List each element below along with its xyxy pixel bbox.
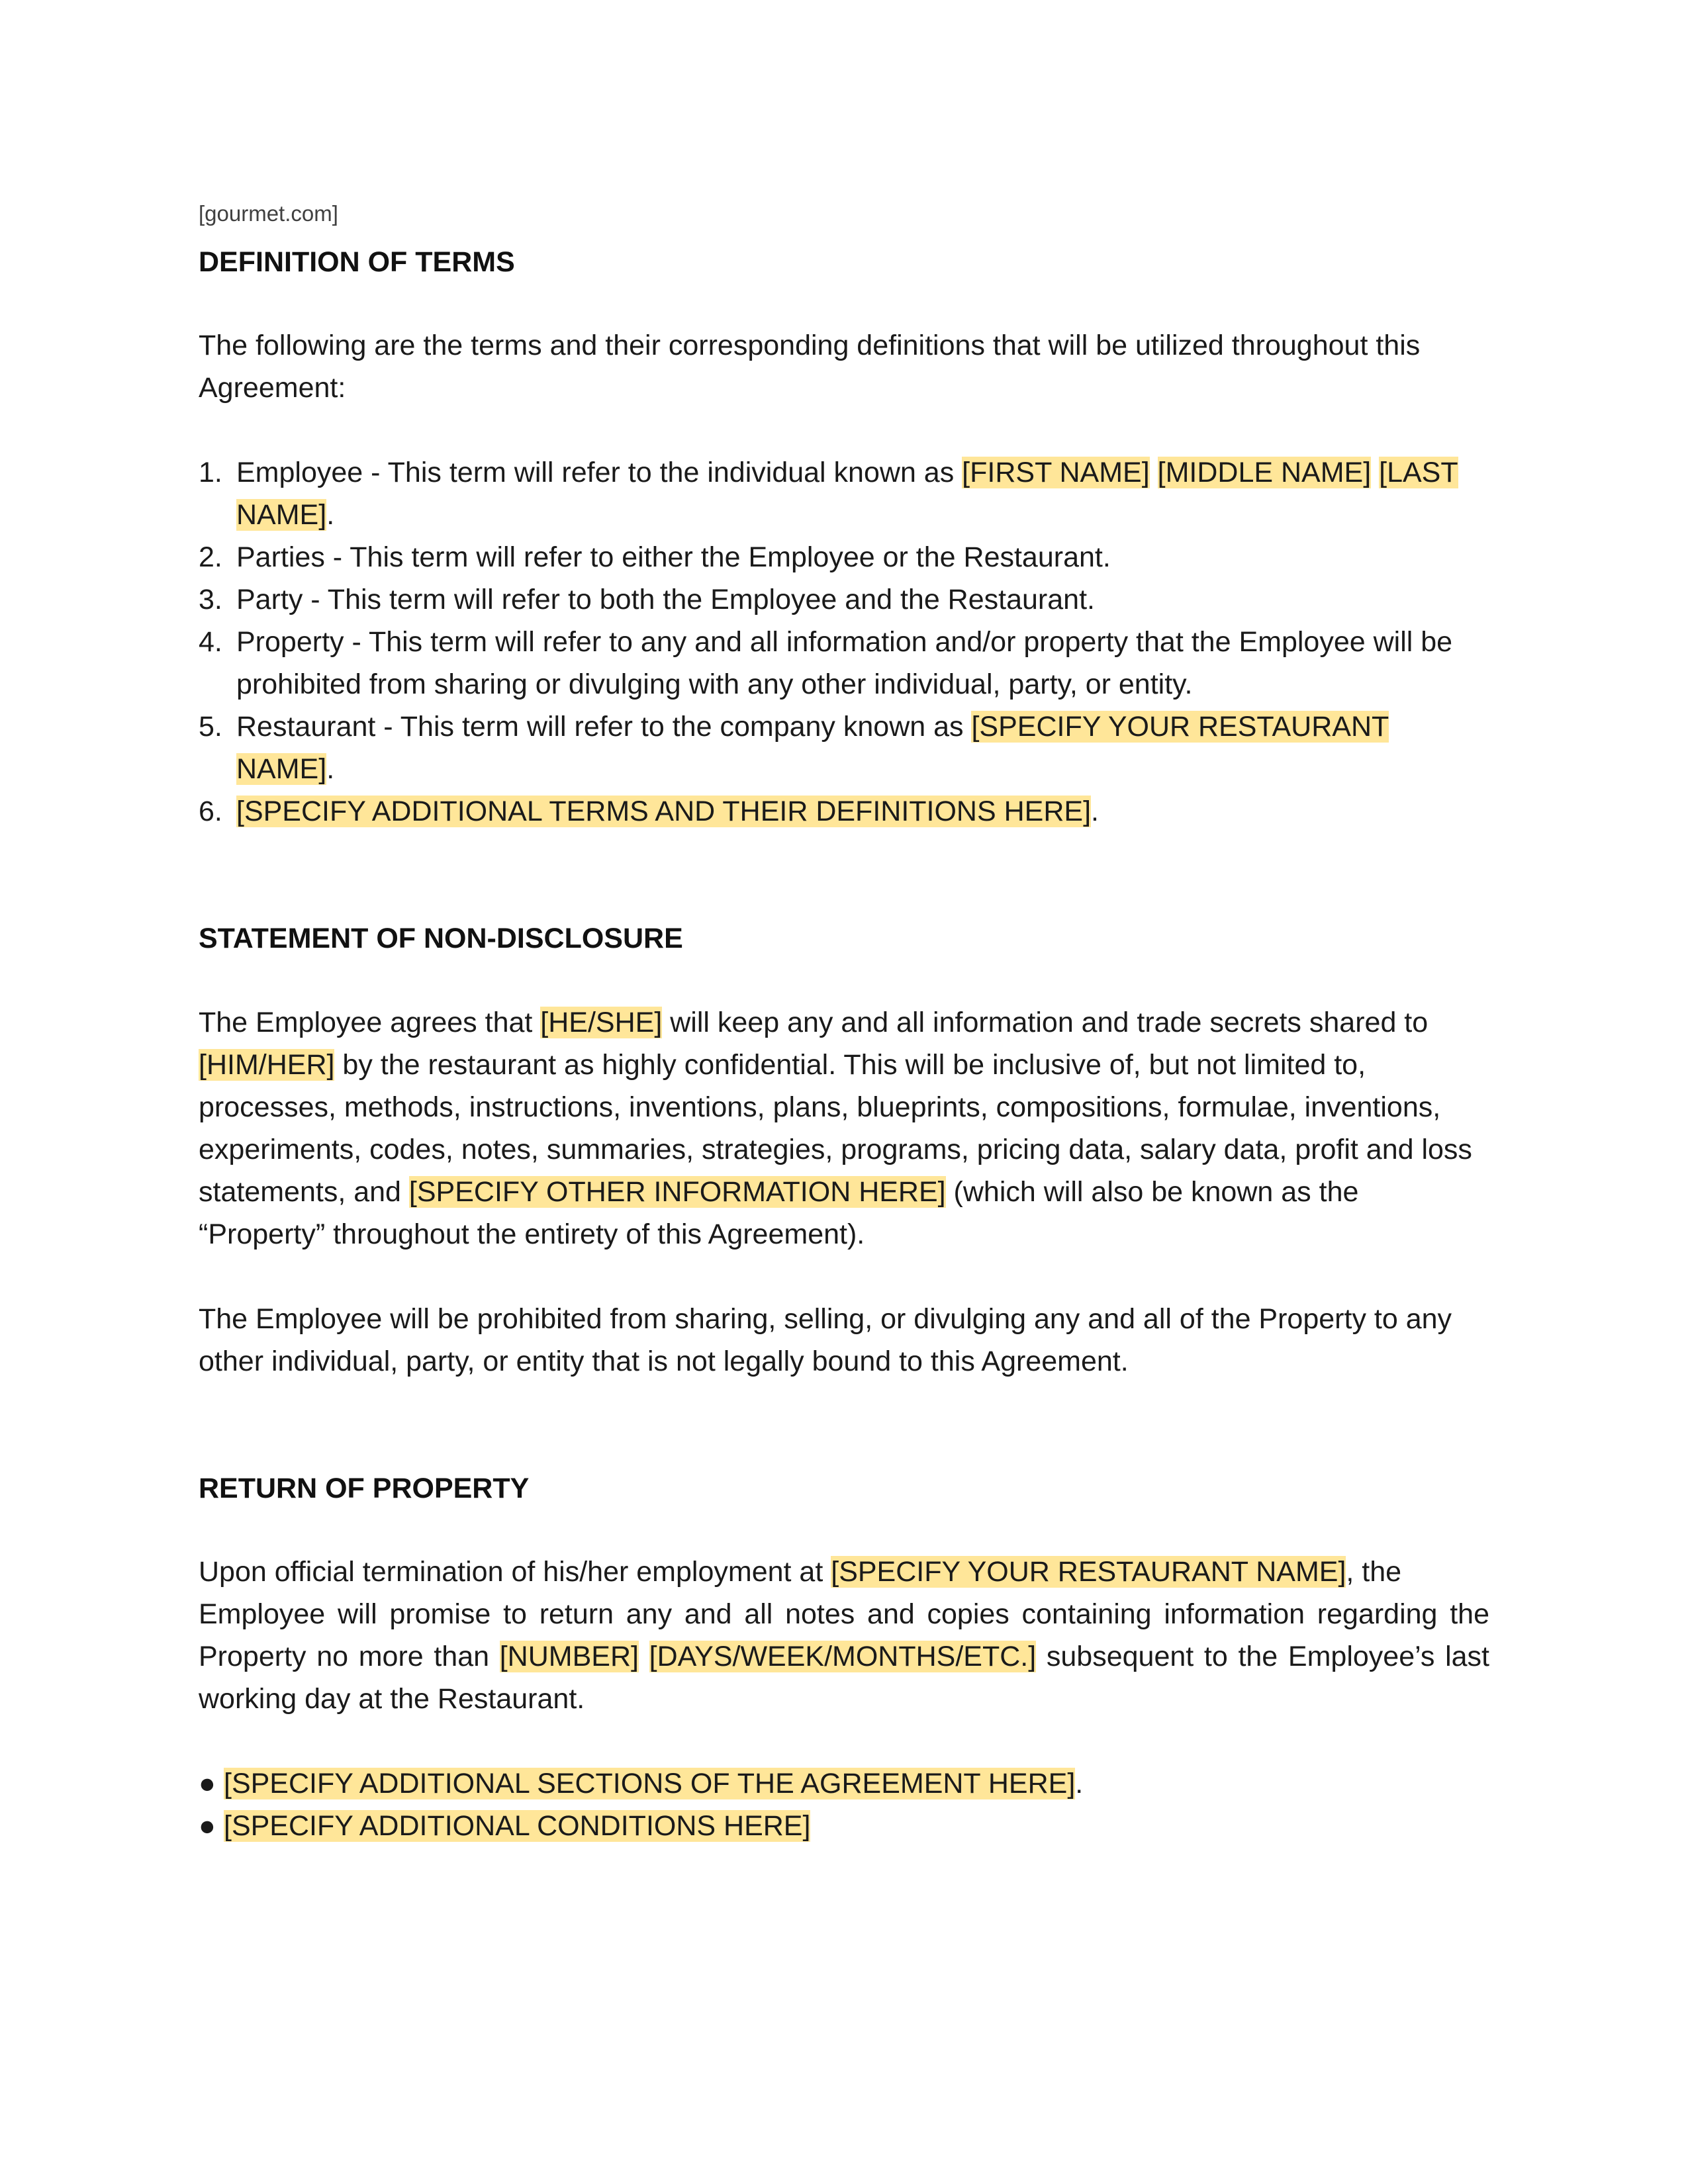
placeholder-he-she: [HE/SHE]: [540, 1006, 663, 1038]
return-property-paragraph: Employee will promise to return any and all notes and copies containing information regarding the Property no more than [NUMBER] [DAYS/WEEK/MONTHS/ETC.] subsequent to the Employee’s last working day at the Restaurant.: [199, 1598, 1489, 1715]
placeholder-additional-sections: [SPECIFY ADDITIONAL SECTIONS OF THE AGREEMENT HERE]: [224, 1767, 1076, 1799]
list-item: 1. Employee - This term will refer to the individual known as [FIRST NAME] [MIDDLE NAME] [LAST NAME].: [199, 457, 1458, 531]
document-page: [199, 185, 1489, 1847]
list-item: 5. Restaurant - This term will refer to the company known as [SPECIFY YOUR RESTAURANT NAME].: [199, 711, 1389, 786]
placeholder-middle-name: [MIDDLE NAME]: [1157, 457, 1372, 489]
list-item: ● [SPECIFY ADDITIONAL SECTIONS OF THE AGREEMENT HERE].: [199, 1762, 1489, 1805]
nondisclosure-paragraph-2: The Employee will be prohibited from sharing, selling, or divulging any and all of the Property to any other individual, party, or entity that is not legally bound to this Agreement.: [199, 1302, 1452, 1377]
placeholder-first-name: [FIRST NAME]: [962, 457, 1150, 489]
placeholder-number: [NUMBER]: [499, 1640, 639, 1672]
placeholder-additional-conditions: [SPECIFY ADDITIONAL CONDITIONS HERE]: [224, 1809, 811, 1842]
placeholder-last-name: [LAST NAME]: [236, 457, 1458, 531]
list-item: 2. Parties - This term will refer to either the Employee or the Restaurant.: [199, 541, 1111, 574]
nondisclosure-paragraph-1: The Employee agrees that [HE/SHE] will keep any and all information and trade secrets shared to [HIM/HER] by the restaurant as highly confidential. This will be inclusive of, but not limited to, processes, methods, instructions, inventions, plans, blueprints, compositions, formulae, inventions, experiments, codes, notes, summaries, strategies, programs, pricing data, salary data, profit and loss statements, and [SPECIFY OTHER INFORMATION HERE] (which will also be known as the “Property” throughout the entirety of this Agreement).: [199, 1006, 1472, 1250]
return-property-heading: RETURN OF PROPERTY: [199, 1472, 530, 1504]
definition-heading: DEFINITION OF TERMS: [199, 246, 515, 279]
list-item: 3. Party - This term will refer to both the Employee and the Restaurant.: [199, 584, 1095, 616]
nondisclosure-heading: STATEMENT OF NON-DISCLOSURE: [199, 923, 683, 955]
bullet-icon: ●: [199, 1809, 216, 1842]
placeholder-restaurant-name: [SPECIFY YOUR RESTAURANT NAME]: [236, 711, 1389, 786]
placeholder-time-unit: [DAYS/WEEK/MONTHS/ETC.]: [649, 1640, 1037, 1672]
list-item: 4. Property - This term will refer to any and all information and/or property that the Employee will be prohibited from sharing or divulging with any other individual, party, or entity.: [199, 626, 1453, 701]
placeholder-additional-terms: [SPECIFY ADDITIONAL TERMS AND THEIR DEFINITIONS HERE]: [236, 796, 1092, 828]
list-item: 6. [SPECIFY ADDITIONAL TERMS AND THEIR DEFINITIONS HERE].: [199, 796, 1099, 828]
source-label: [gourmet.com]: [199, 201, 338, 226]
definition-list: [199, 451, 1489, 833]
bullet-list: [199, 1762, 1489, 1847]
bullet-icon: ●: [199, 1767, 216, 1799]
placeholder-other-information: [SPECIFY OTHER INFORMATION HERE]: [408, 1175, 946, 1208]
definition-intro: The following are the terms and their corresponding definitions that will be utilized throughout this Agreement:: [199, 330, 1421, 404]
return-property-line-1: Upon official termination of his/her employment at [SPECIFY YOUR RESTAURANT NAME], the: [199, 1555, 1402, 1588]
placeholder-restaurant-name: [SPECIFY YOUR RESTAURANT NAME]: [831, 1555, 1346, 1588]
placeholder-him-her: [HIM/HER]: [199, 1048, 335, 1081]
list-item: [199, 1805, 1489, 1847]
